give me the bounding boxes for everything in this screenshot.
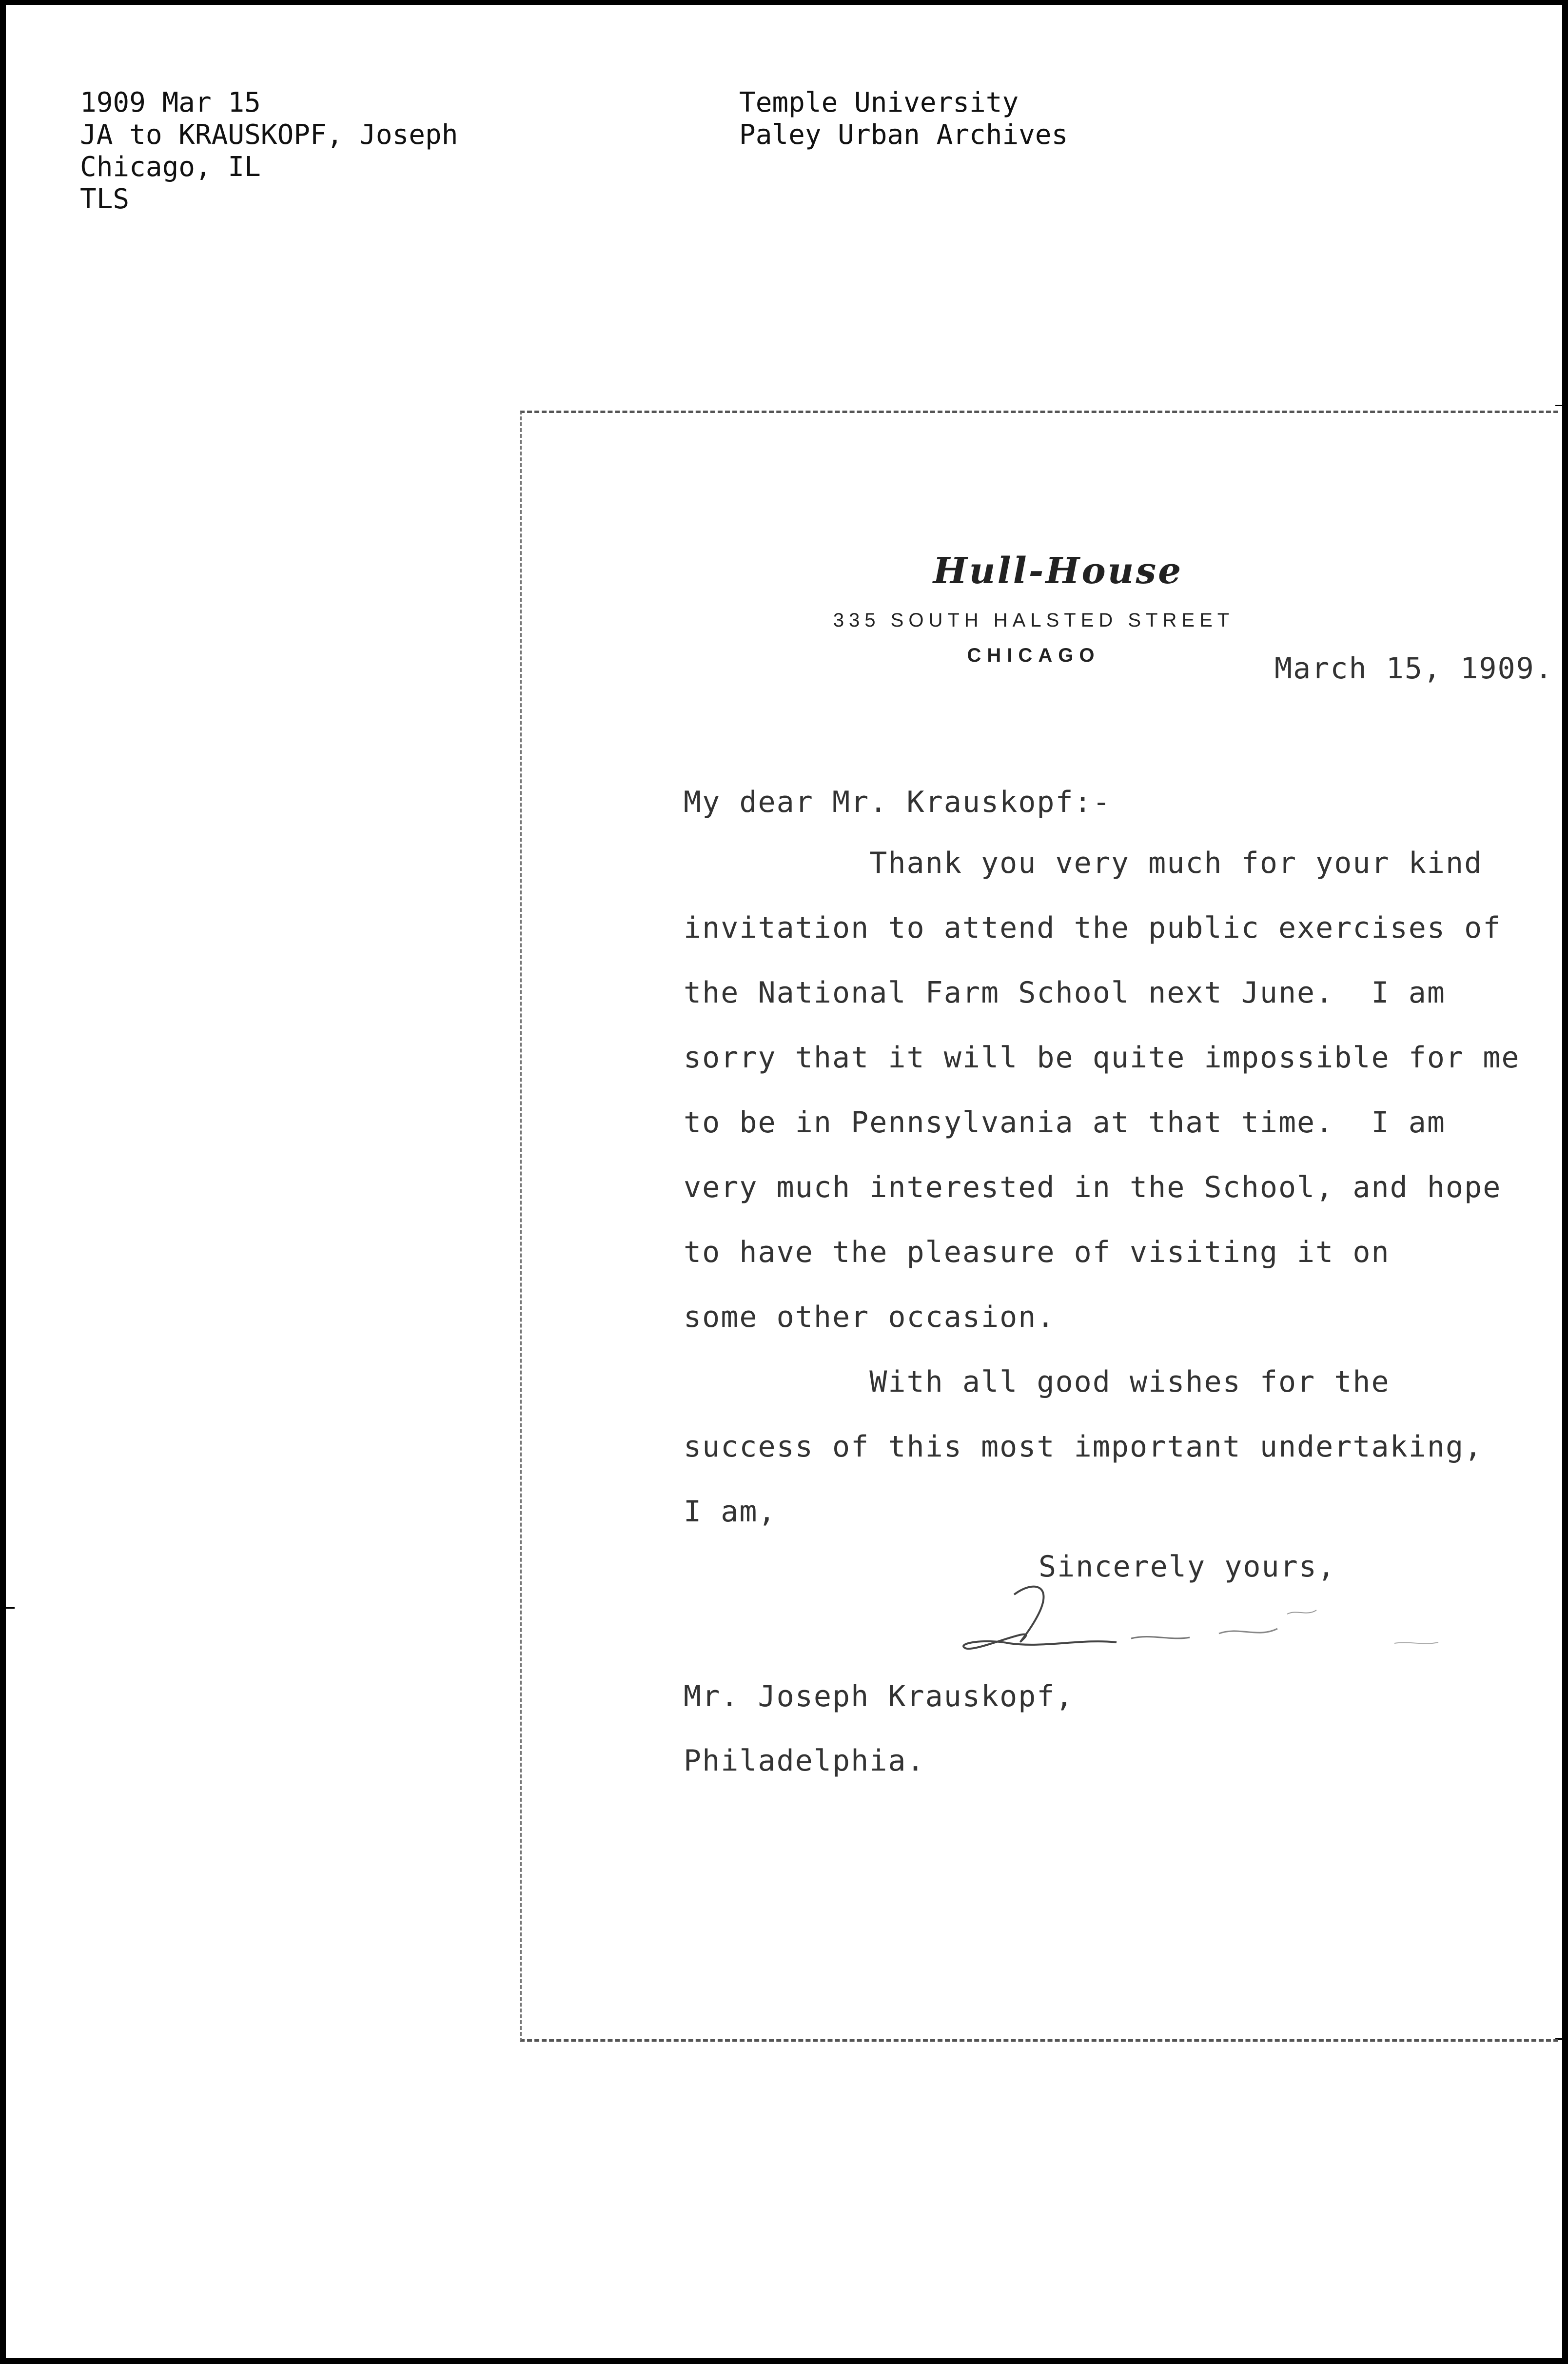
body-line: very much interested in the School, and hope — [684, 1170, 1502, 1204]
body-line: to have the pleasure of visiting it on — [684, 1235, 1390, 1269]
repository-collection: Paley Urban Archives — [739, 119, 1068, 151]
body-line: With all good wishes for the — [684, 1365, 1390, 1399]
scan-border-top — [0, 0, 1568, 5]
margin-tick — [0, 1607, 15, 1609]
repository-name: Temple University — [739, 87, 1019, 118]
letter-body — [684, 844, 1520, 1557]
body-line: to be in Pennsylvania at that time. I am — [684, 1105, 1446, 1140]
handwritten-signature — [956, 1580, 1511, 1663]
catalog-date: 1909 Mar 15 — [80, 87, 261, 118]
letter-date: March 15, 1909. — [1274, 651, 1553, 686]
archive-repository-info — [739, 87, 1068, 151]
catalog-doc-type: TLS — [80, 183, 130, 215]
letterhead-name: Hull-House — [933, 550, 1183, 592]
body-line: I am, — [684, 1495, 777, 1529]
body-line: invitation to attend the public exercises of — [684, 911, 1502, 945]
body-line: sorry that it will be quite impossible for me — [684, 1041, 1520, 1075]
catalog-place: Chicago, IL — [80, 151, 261, 183]
scan-border-bottom — [0, 2358, 1568, 2364]
body-line: success of this most important undertaking, — [684, 1430, 1483, 1464]
body-line: Thank you very much for your kind — [684, 846, 1483, 880]
addressee-name: Mr. Joseph Krauskopf, — [684, 1679, 1074, 1714]
letterhead-street: 335 SOUTH HALSTED STREET — [833, 610, 1235, 631]
archive-catalog-info — [80, 87, 458, 216]
scan-border-right — [1562, 0, 1568, 2364]
margin-tick — [1555, 405, 1568, 406]
body-line: the National Farm School next June. I am — [684, 976, 1446, 1010]
letterhead-city: CHICAGO — [967, 645, 1100, 666]
addressee-city: Philadelphia. — [684, 1744, 925, 1778]
letter-salutation: My dear Mr. Krauskopf:- — [684, 785, 1111, 819]
body-line: some other occasion. — [684, 1300, 1056, 1334]
letter-closing: Sincerely yours, — [1039, 1550, 1336, 1584]
catalog-correspondents: JA to KRAUSKOPF, Joseph — [80, 119, 458, 151]
scan-border-left — [0, 0, 6, 2364]
